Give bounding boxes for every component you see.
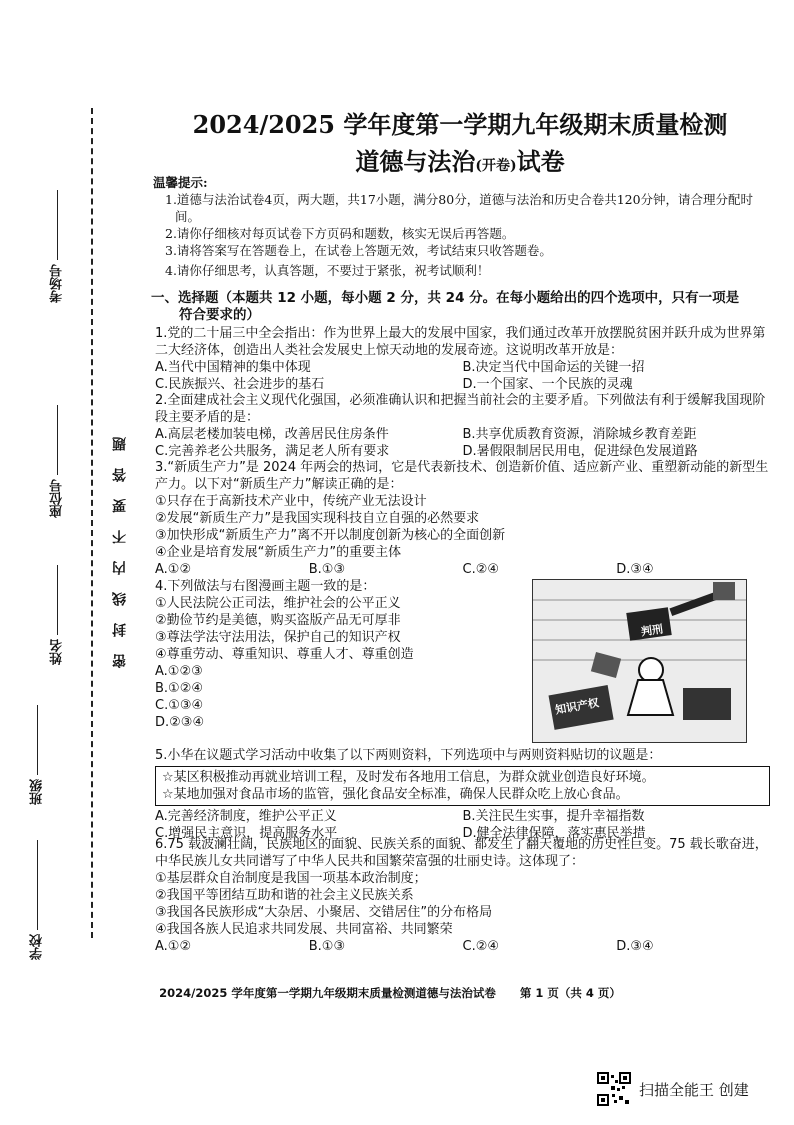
- tips-section: [153, 174, 773, 279]
- material-item: ☆某区积极推动再就业培训工程，及时发布各地用工信息，为群众就业创造良好环境。: [162, 770, 655, 785]
- field-blank-line[interactable]: [57, 405, 58, 475]
- question-stem: 5.小华在议题式学习活动中收集了以下两则资料，下列选项中与两则资料贴切的议题是：: [155, 748, 662, 763]
- statement-4: ④尊重劳动、尊重知识、尊重人才、尊重创造: [155, 647, 414, 662]
- option-a[interactable]: A.高层老楼加装电梯，改善居民住房条件: [155, 427, 389, 442]
- option-a[interactable]: A.完善经济制度，维护公平正义: [155, 809, 337, 824]
- page-number: 第 1 页（共 4 页）: [519, 986, 621, 1000]
- question-4: [155, 578, 535, 731]
- footer-title: 2024/2025 学年度第一学期九年级期末质量检测道德与法治试卷: [159, 986, 496, 1000]
- qr-code-icon: [597, 1072, 631, 1106]
- option-b[interactable]: B.①③: [308, 562, 346, 577]
- cartoon-box-label: 知识产权: [554, 696, 600, 717]
- seal-warning: 密封线内不要答题: [112, 420, 128, 668]
- statement-4: ④我国各族人民追求共同发展、共同富裕、共同繁荣: [155, 922, 453, 937]
- option-d[interactable]: D.③④: [616, 562, 654, 577]
- field-blank-line[interactable]: [37, 705, 38, 775]
- option-c[interactable]: C.民族振兴、社会进步的基石: [155, 377, 325, 392]
- statement-3: ③加快形成“新质生产力”离不开以制度创新为核心的全面创新: [155, 528, 506, 543]
- exam-page: [145, 0, 775, 1125]
- tip-item: 1.道德与法治试卷4页，两大题，共17小题，满分80分，道德与法治和历史合卷共120分钟，请合理分配时间。: [165, 192, 754, 224]
- option-b[interactable]: B.①③: [308, 939, 346, 954]
- question-stem: 4.下列做法与右图漫画主题一致的是：: [155, 579, 376, 594]
- field-exam-room[interactable]: [48, 190, 67, 303]
- option-b[interactable]: B.关注民生实事，提升幸福指数: [462, 809, 645, 824]
- section-heading-line: 一、选择题（本题共 12 小题，每小题 2 分，共 24 分。在每小题给出的四个选项中，只有一项是: [151, 290, 740, 306]
- question-stem: 1.党的二十届三中全会指出：作为世界上最大的发展中国家，我们通过改革开放摆脱贫困并跃升成为世界第二大经济体，创造出人类社会发展史上惊天动地的发展奇迹。这说明改革开放是：: [155, 326, 766, 358]
- option-c[interactable]: C.①③④: [155, 698, 204, 713]
- statement-2: ②勤俭节约是美德，购买盗版产品无可厚非: [155, 613, 401, 628]
- material-box: [155, 766, 770, 806]
- subject-name: 道德与法治: [355, 147, 476, 176]
- tips-heading: 温馨提示:: [153, 175, 208, 190]
- option-a[interactable]: A.①②③: [155, 664, 203, 679]
- option-b[interactable]: B.决定当代中国命运的关键一招: [462, 360, 645, 375]
- page-footer: [100, 985, 680, 1001]
- question-stem: 3.“新质生产力”是 2024 年两会的热词，它是代表新技术、创造新价值、适应新产业、重塑新动能的新型生产力。以下对“新质生产力”解读正确的是：: [155, 460, 769, 492]
- field-blank-line[interactable]: [37, 840, 38, 930]
- question-5: [155, 747, 770, 842]
- option-b[interactable]: B.①②④: [155, 681, 204, 696]
- option-d[interactable]: D.暑假限制居民用电，促进绿色发展道路: [462, 444, 698, 459]
- statement-1: ①基层群众自治制度是我国一项基本政治制度；: [155, 871, 427, 886]
- cartoon-illustration: [533, 580, 746, 742]
- question-3: [155, 459, 770, 578]
- statement-2: ②发展“新质生产力”是我国实现科技自立自强的必然要求: [155, 511, 480, 526]
- option-c[interactable]: C.②④: [462, 562, 500, 577]
- field-label: 学校: [30, 934, 45, 960]
- question-6: [155, 836, 770, 955]
- paper-word: 试卷: [516, 147, 565, 176]
- statement-1: ①人民法院公正司法，维护社会的公平正义: [155, 596, 401, 611]
- field-label: 姓名: [50, 639, 65, 665]
- statement-2: ②我国平等团结互助和谐的社会主义民族关系: [155, 888, 414, 903]
- binding-margin: [0, 0, 145, 1125]
- statement-3: ③尊法学法守法用法，保护自己的知识产权: [155, 630, 401, 645]
- field-blank-line[interactable]: [57, 190, 58, 260]
- option-d[interactable]: D.③④: [616, 939, 654, 954]
- field-label: 班级: [30, 779, 45, 805]
- question-2: [155, 392, 770, 460]
- option-a[interactable]: A.①②: [155, 939, 192, 954]
- section-heading: [151, 290, 771, 324]
- option-d[interactable]: D.一个国家、一个民族的灵魂: [462, 377, 633, 392]
- option-c[interactable]: C.增强民主意识，提高服务水平: [155, 826, 338, 841]
- tip-item: 3.请将答案写在答题卷上，在试卷上答题无效，考试结束只收答题卷。: [165, 243, 552, 258]
- field-seat-number[interactable]: [48, 405, 67, 518]
- section-heading-line: 符合要求的）: [179, 307, 260, 323]
- question-1: [155, 325, 770, 393]
- exam-type: (开卷): [475, 158, 517, 174]
- option-c[interactable]: C.②④: [462, 939, 500, 954]
- option-c[interactable]: C.完善养老公共服务，满足老人所有要求: [155, 444, 390, 459]
- question-stem: 6.75 载波澜壮阔，民族地区的面貌、民族关系的面貌、都发生了翻天覆地的历史性巨变。75 载长歌奋进，中华民族儿女共同谱写了中华人民共和国繁荣富强的壮丽史诗。这体现了：: [155, 837, 768, 869]
- scanner-watermark: [597, 1072, 749, 1106]
- exam-title: 2024/2025 学年度第一学期九年级期末质量检测: [192, 110, 728, 139]
- option-d[interactable]: D.②③④: [155, 715, 205, 730]
- option-b[interactable]: B.共享优质教育资源，消除城乡教育差距: [462, 427, 697, 442]
- tip-item: 2.请你仔细核对每页试卷下方页码和题数，核实无误后再答题。: [165, 226, 515, 241]
- statement-3: ③我国各民族形成“大杂居、小聚居、交错居住”的分布格局: [155, 905, 493, 920]
- seal-dashed-line: [91, 108, 93, 938]
- field-label: 考场号: [50, 264, 65, 303]
- exam-subtitle: [145, 142, 775, 177]
- field-label: 座位号: [50, 479, 65, 518]
- statement-4: ④企业是培育发展“新质生产力”的重要主体: [155, 545, 402, 560]
- cartoon-image: [532, 579, 747, 743]
- material-item: ☆某地加强对食品市场的监管，强化食品安全标准，确保人民群众吃上放心食品。: [162, 787, 629, 802]
- cartoon-hammer-label: 判刑: [640, 622, 664, 639]
- field-school[interactable]: [28, 840, 47, 960]
- field-name[interactable]: [48, 565, 67, 665]
- field-blank-line[interactable]: [57, 565, 58, 635]
- option-d[interactable]: D.健全法律保障，落实惠民举措: [462, 826, 646, 841]
- statement-1: ①只存在于高新技术产业中，传统产业无法设计: [155, 494, 427, 509]
- option-a[interactable]: A.当代中国精神的集中体现: [155, 360, 311, 375]
- scanner-label: 扫描全能王 创建: [639, 1080, 749, 1099]
- question-stem: 2.全面建成社会主义现代化强国，必须准确认识和把握当前社会的主要矛盾。下列做法有利于缓解我国现阶段主要矛盾的是：: [155, 393, 766, 425]
- tip-item: 4.请你仔细思考，认真答题，不要过于紧张，祝考试顺利！: [165, 263, 490, 278]
- option-a[interactable]: A.①②: [155, 562, 192, 577]
- field-class[interactable]: [28, 705, 47, 805]
